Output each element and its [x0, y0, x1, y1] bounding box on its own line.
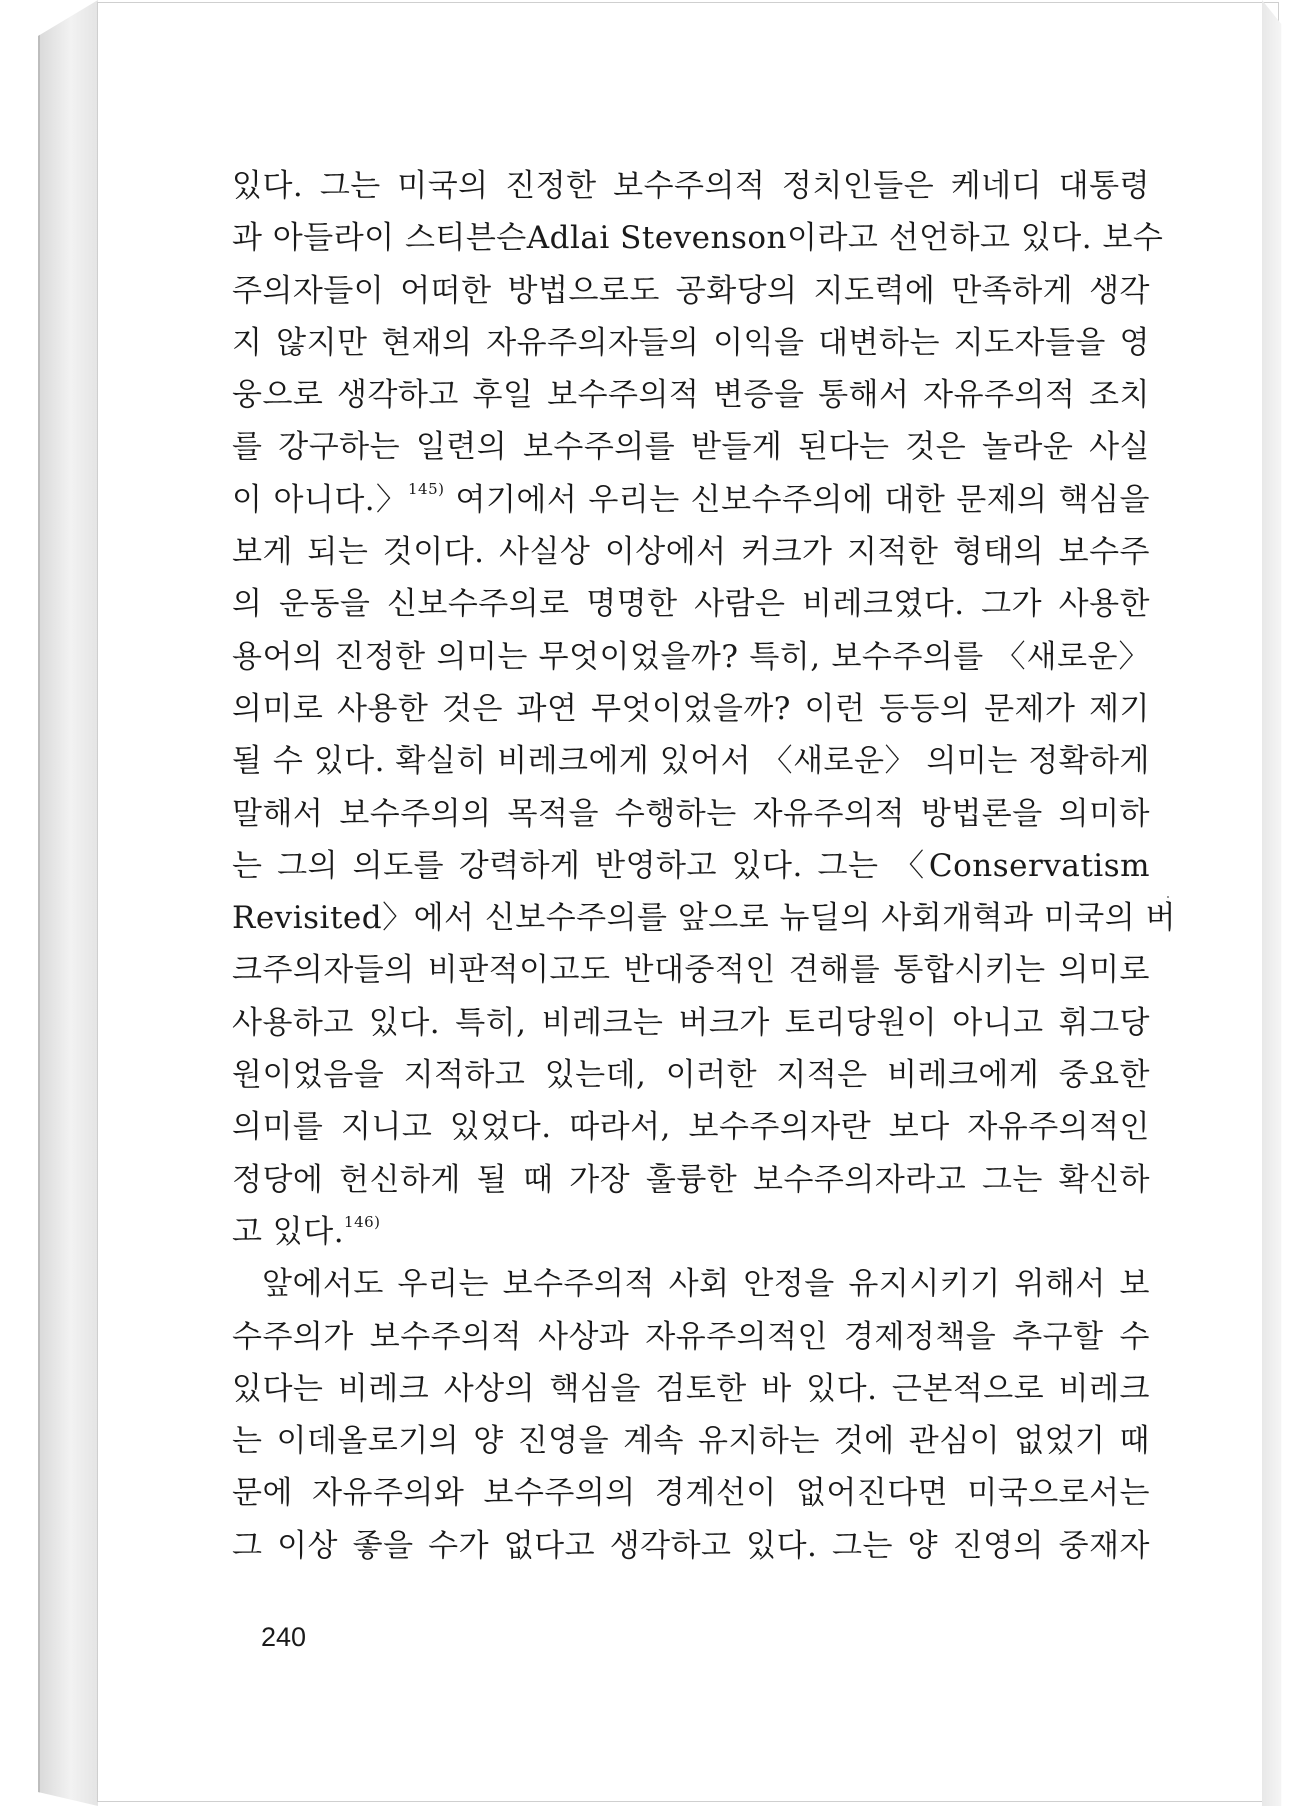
line-text: 는 그의 의도를 강력하게 반영하고 있다. 그는 〈Conservatism: [232, 847, 1150, 884]
line-text: 사용하고 있다. 특히, 비레크는 버크가 토리당원이 아니고 휘그당: [232, 1004, 1150, 1041]
text-line: [232, 944, 1150, 996]
line-text: 이 아니다.〉: [232, 481, 408, 518]
text-line: [232, 526, 1150, 578]
line-text: 의미로 사용한 것은 과연 무엇이었을까? 이런 등등의 문제가 제기: [232, 690, 1150, 727]
text-line: [232, 1520, 1150, 1572]
line-text: 용어의 진정한 의미는 무엇이었을까? 특히, 보수주의를 〈새로운〉: [232, 638, 1150, 675]
text-line: [232, 212, 1164, 264]
text-line: [232, 997, 1150, 1049]
line-text: 앞에서도 우리는 보수주의적 사회 안정을 유지시키기 위해서 보: [262, 1266, 1150, 1303]
text-line: [232, 421, 1150, 473]
footnote-marker: 145): [408, 480, 445, 499]
text-line: [232, 369, 1150, 421]
text-line: [232, 1467, 1150, 1519]
text-line: [232, 317, 1150, 369]
text-line: [232, 578, 1150, 630]
body-text: [232, 160, 1176, 1572]
line-text: 는 이데올로기의 양 진영을 계속 유지하는 것에 관심이 없었기 때: [232, 1423, 1150, 1460]
text-line: [232, 1049, 1150, 1101]
line-text: 원이었음을 지적하고 있는데, 이러한 지적은 비레크에게 중요한: [232, 1057, 1150, 1094]
text-line: [232, 1101, 1150, 1153]
line-text: 수주의가 보수주의적 사상과 자유주의적인 경제정책을 추구할 수: [232, 1318, 1150, 1355]
page-right-shadow: [1262, 0, 1297, 1806]
line-text: 그 이상 좋을 수가 없다고 생각하고 있다. 그는 양 진영의 중재자: [232, 1527, 1150, 1564]
line-text: 문에 자유주의와 보수주의의 경계선이 없어진다면 미국으로서는: [232, 1475, 1150, 1512]
book-spine-edge: [38, 0, 98, 1806]
scan-speck: [1167, 896, 1169, 898]
page-number: 240: [261, 1622, 307, 1652]
text-line: [232, 631, 1150, 683]
line-text: 말해서 보수주의의 목적을 수행하는 자유주의적 방법론을 의미하: [232, 795, 1150, 832]
text-line: [232, 840, 1150, 892]
text-line: [232, 788, 1150, 840]
text-line: [232, 1258, 1150, 1310]
line-text: 의미를 지니고 있었다. 따라서, 보수주의자란 보다 자유주의적인: [232, 1109, 1150, 1146]
line-text: 있다는 비레크 사상의 핵심을 검토한 바 있다. 근본적으로 비레크: [232, 1370, 1150, 1407]
line-text: 보게 되는 것이다. 사실상 이상에서 커크가 지적한 형태의 보수주: [232, 534, 1150, 571]
text-line: [232, 265, 1150, 317]
text-line: [232, 160, 1150, 212]
line-text: 를 강구하는 일련의 보수주의를 받들게 된다는 것은 놀라운 사실: [232, 429, 1150, 466]
text-line: [232, 892, 1176, 944]
text-line: [232, 1206, 1150, 1258]
text-line: [232, 1311, 1150, 1363]
line-text: 있다. 그는 미국의 진정한 보수주의적 정치인들은 케네디 대통령: [232, 168, 1150, 204]
line-text: Revisited〉에서 신보수주의를 앞으로 뉴딜의 사회개혁과 미국의 버: [232, 900, 1176, 937]
line-text: 의 운동을 신보수주의로 명명한 사람은 비레크였다. 그가 사용한: [232, 586, 1150, 623]
footnote-marker: 146): [344, 1212, 381, 1231]
line-text: 고 있다.: [232, 1213, 345, 1250]
text-line: [232, 474, 1150, 526]
line-text: 주의자들이 어떠한 방법으로도 공화당의 지도력에 만족하게 생각: [232, 272, 1150, 309]
line-text: 될 수 있다. 확실히 비레크에게 있어서 〈새로운〉 의미는 정확하게: [232, 743, 1150, 780]
text-line: [232, 1154, 1150, 1206]
line-text: 웅으로 생각하고 후일 보수주의적 변증을 통해서 자유주의적 조치: [232, 377, 1150, 414]
line-text: 과 아들라이 스티븐슨Adlai Stevenson이라고 선언하고 있다. 보수: [232, 220, 1164, 257]
text-line: [232, 735, 1150, 787]
line-text: 지 않지만 현재의 자유주의자들의 이익을 대변하는 지도자들을 영: [232, 324, 1150, 361]
line-text-after: 여기에서 우리는 신보수주의에 대한 문제의 핵심을: [444, 481, 1150, 518]
text-line: [232, 1415, 1150, 1467]
text-line: [232, 1363, 1150, 1415]
line-text: 정당에 헌신하게 될 때 가장 훌륭한 보수주의자라고 그는 확신하: [232, 1161, 1150, 1198]
line-text: 크주의자들의 비판적이고도 반대중적인 견해를 통합시키는 의미로: [232, 952, 1150, 989]
text-line: [232, 683, 1150, 735]
